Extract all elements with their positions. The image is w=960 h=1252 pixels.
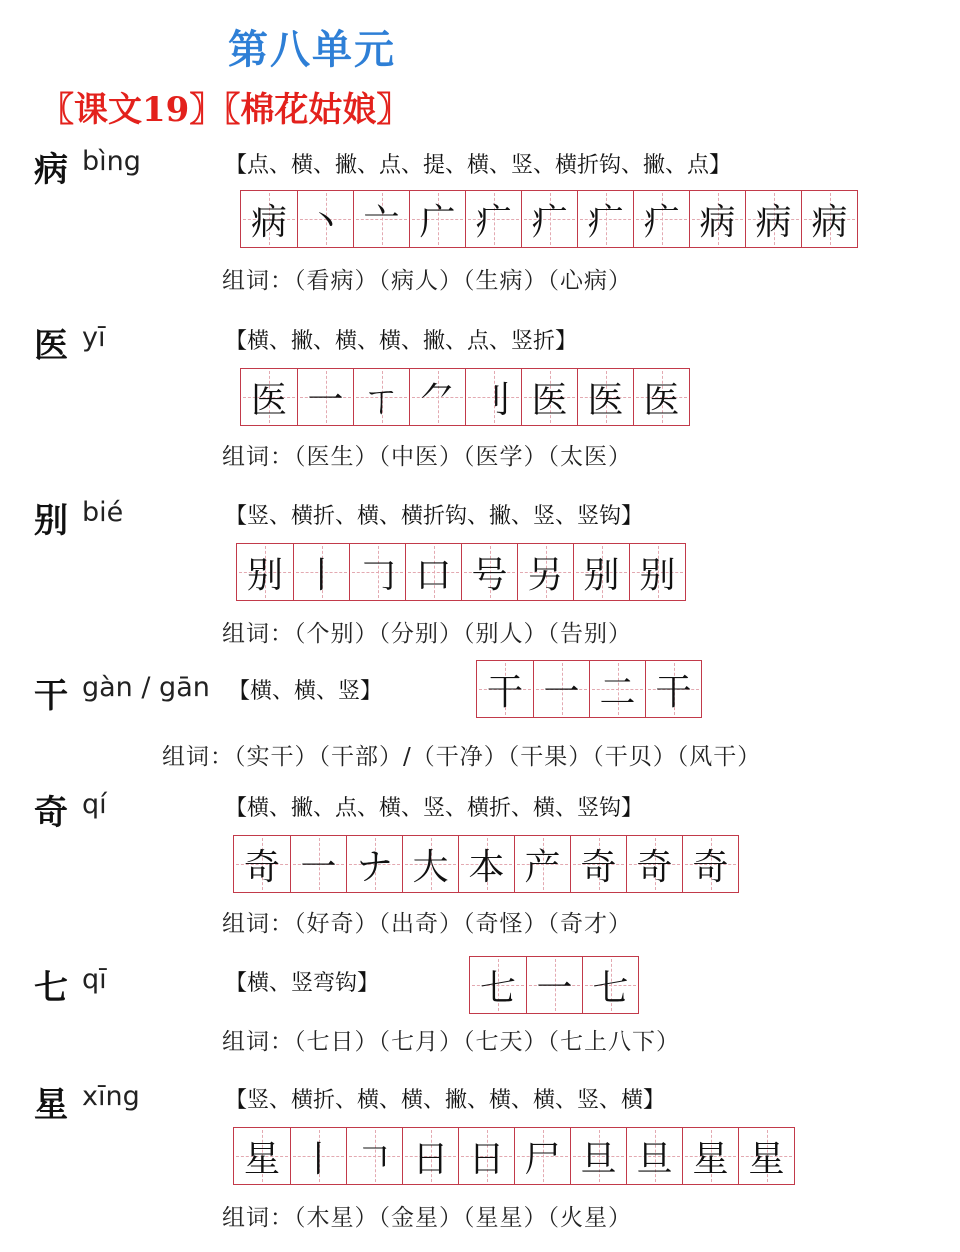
grid-cell: 医 <box>577 369 633 425</box>
grid-cell: 疒 <box>577 191 633 247</box>
stroke-grid <box>469 956 639 1014</box>
stroke-order-text: 【竖、横折、横、横、撇、横、横、竖、横】 <box>225 1088 666 1113</box>
char-entry-qi <box>0 785 960 960</box>
grid-cell: 干 <box>477 661 533 717</box>
entry-pinyin: qī <box>82 964 107 995</box>
entry-pinyin: yī <box>82 322 106 353</box>
entry-pinyin: xīng <box>82 1081 140 1112</box>
grid-cell: 病 <box>689 191 745 247</box>
stroke-grid <box>476 660 702 718</box>
grid-cell: 别 <box>629 544 685 600</box>
entry-character: 奇 <box>34 793 68 833</box>
word-examples: 组词：（个别）（分别）（别人）（告别） <box>222 621 632 647</box>
stroke-order-text: 【竖、横折、横、横折钩、撇、竖、竖钩】 <box>225 504 644 529</box>
grid-cell: 另 <box>517 544 573 600</box>
grid-cell: 产 <box>514 836 570 892</box>
stroke-grid <box>233 1127 795 1185</box>
grid-cell: 奇 <box>234 836 290 892</box>
grid-cell: 七 <box>582 957 638 1013</box>
grid-cell: 奇 <box>570 836 626 892</box>
grid-cell: 别 <box>573 544 629 600</box>
grid-cell: 一 <box>297 369 353 425</box>
entry-character: 干 <box>34 676 68 716</box>
grid-cell: 干 <box>645 661 701 717</box>
grid-cell: 医 <box>521 369 577 425</box>
stroke-order-text: 【横、竖弯钩】 <box>225 971 380 996</box>
char-entry-xing <box>0 1077 960 1252</box>
grid-cell: 疒 <box>521 191 577 247</box>
grid-cell: 口 <box>405 544 461 600</box>
word-examples: 组词：（医生）（中医）（医学）（太医） <box>222 444 632 470</box>
grid-cell: 星 <box>738 1128 794 1184</box>
grid-cell: 七 <box>470 957 526 1013</box>
grid-cell: 丶 <box>297 191 353 247</box>
grid-cell: 医 <box>633 369 689 425</box>
grid-cell: 别 <box>237 544 293 600</box>
grid-cell: 一 <box>526 957 582 1013</box>
grid-cell: ⺈ <box>409 369 465 425</box>
grid-cell: 星 <box>234 1128 290 1184</box>
word-examples: 组词：（木星）（金星）（星星）（火星） <box>222 1205 632 1231</box>
grid-cell: 奇 <box>682 836 738 892</box>
word-examples: 组词：（好奇）（出奇）（奇怪）（奇才） <box>222 911 632 937</box>
entry-character: 别 <box>34 501 68 541</box>
stroke-grid <box>240 190 858 248</box>
stroke-order-text: 【横、撇、点、横、竖、横折、横、竖钩】 <box>225 796 644 821</box>
grid-cell: ㄒ <box>353 369 409 425</box>
grid-cell: 病 <box>241 191 297 247</box>
grid-cell: 日 <box>402 1128 458 1184</box>
grid-cell: 星 <box>682 1128 738 1184</box>
entry-pinyin: bìng <box>82 146 141 177</box>
grid-cell: 旦 <box>626 1128 682 1184</box>
entry-pinyin: gàn / gān <box>82 672 210 703</box>
grid-cell: 丨 <box>293 544 349 600</box>
grid-cell: 本 <box>458 836 514 892</box>
entry-character: 星 <box>34 1085 68 1125</box>
grid-cell: 亠 <box>353 191 409 247</box>
grid-cell: 疒 <box>465 191 521 247</box>
entry-pinyin: qí <box>82 789 107 820</box>
char-entry-yi <box>0 318 960 493</box>
grid-cell: 一 <box>533 661 589 717</box>
grid-cell: ⺉ <box>465 369 521 425</box>
unit-title: 第八单元 <box>228 26 396 73</box>
word-examples: 组词：（看病）（病人）（生病）（心病） <box>222 268 632 294</box>
lesson-title: 〖课文19〗〖棉花姑娘〗 <box>40 90 411 130</box>
stroke-grid <box>240 368 690 426</box>
grid-cell: 旦 <box>570 1128 626 1184</box>
grid-cell: 尸 <box>514 1128 570 1184</box>
entry-pinyin: bié <box>82 497 124 528</box>
grid-cell: 病 <box>745 191 801 247</box>
grid-cell: 丨 <box>290 1128 346 1184</box>
grid-cell: 日 <box>458 1128 514 1184</box>
grid-cell: 一 <box>290 836 346 892</box>
grid-cell: 广 <box>409 191 465 247</box>
entry-character: 七 <box>34 968 68 1008</box>
grid-cell: 医 <box>241 369 297 425</box>
grid-cell: ナ <box>346 836 402 892</box>
grid-cell: 疒 <box>633 191 689 247</box>
grid-cell: 𠃍 <box>346 1128 402 1184</box>
stroke-grid <box>233 835 739 893</box>
word-examples: 组词：（七日）（七月）（七天）（七上八下） <box>222 1029 680 1055</box>
grid-cell: 二 <box>589 661 645 717</box>
char-entry-bie <box>0 493 960 668</box>
stroke-order-text: 【横、撇、横、横、撇、点、竖折】 <box>225 329 578 354</box>
word-examples: 组词：（实干）（干部）/（干净）（干果）（干贝）（风干） <box>162 744 762 770</box>
char-entry-bing <box>0 142 960 317</box>
grid-cell: 𠃌 <box>349 544 405 600</box>
entry-character: 医 <box>34 326 68 366</box>
entry-character: 病 <box>34 150 68 190</box>
grid-cell: 病 <box>801 191 857 247</box>
stroke-order-text: 【横、横、竖】 <box>228 679 383 704</box>
grid-cell: 奇 <box>626 836 682 892</box>
grid-cell: 号 <box>461 544 517 600</box>
grid-cell: 大 <box>402 836 458 892</box>
stroke-order-text: 【点、横、撇、点、提、横、竖、横折钩、撇、点】 <box>225 153 732 178</box>
stroke-grid <box>236 543 686 601</box>
